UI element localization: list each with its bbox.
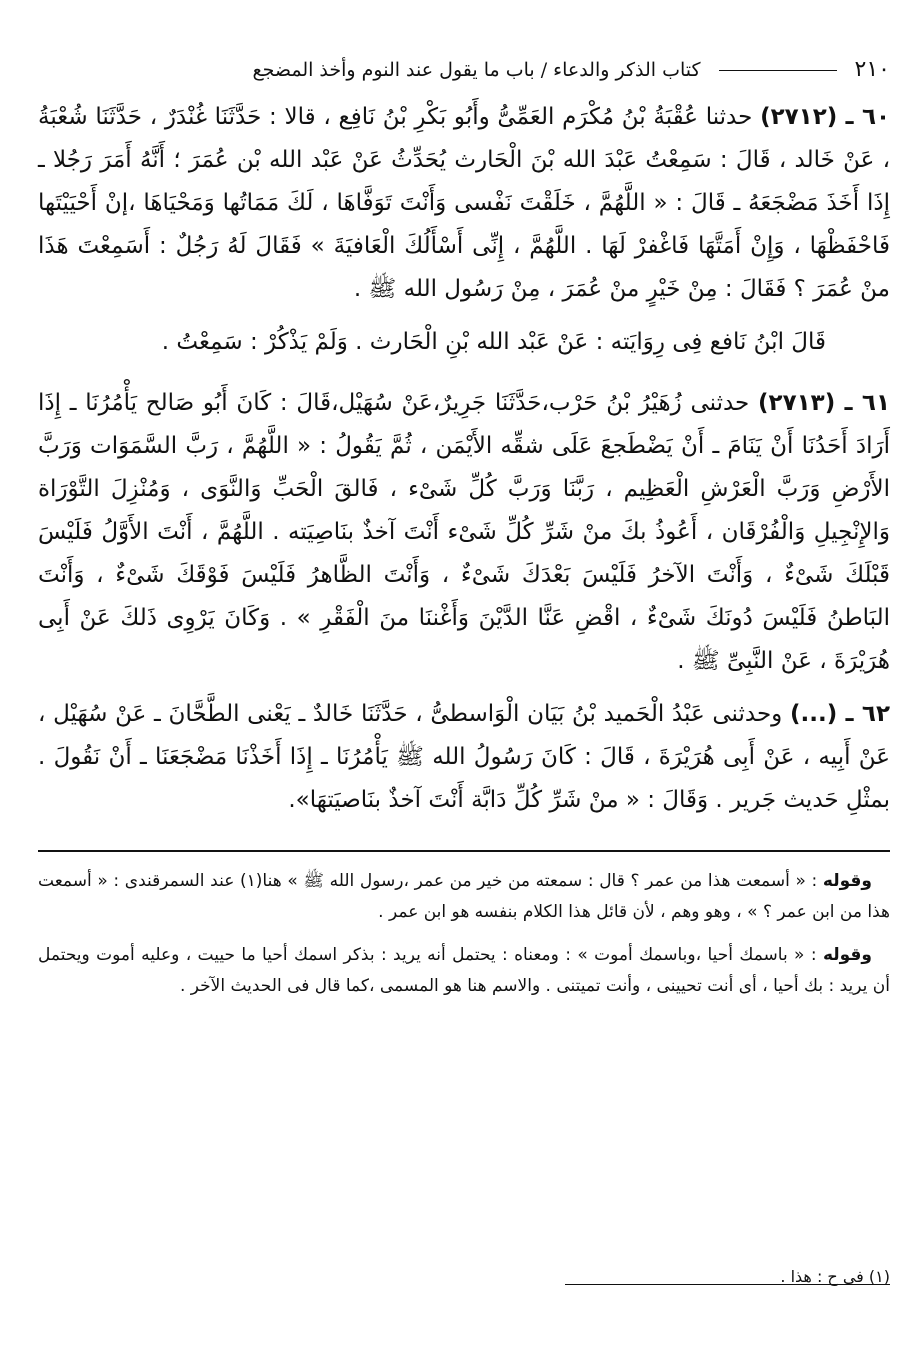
commentary-section xyxy=(38,866,890,1002)
commentary-label: وقوله xyxy=(822,871,872,891)
narrator-note xyxy=(38,321,890,364)
page-header xyxy=(38,52,890,88)
page-number: ٢١٠ xyxy=(854,57,890,82)
hadith-body: حدثنا عُقْبَةُ بْنُ مُكْرَم العَمِّىُّ وأَبُو بَكْرِ بْنُ نَافِع ، قالا : حَدَّثَنَا غُنْدَرٌ ، حَدَّثَنَا شُعْبَةُ ، عَنْ خَالد ، قَالَ : سَمِعْتُ عَبْدَ الله بْنَ الْحَارث يُحَدِّثُ عَنْ عَبْد الله بْن عُمَرَ ؛ أَنَّهُ أَمَرَ رَجُلا ـ إِذَا أَخَذَ مَضْجَعَهُ ـ قَالَ : « اللَّهُمَّ ، خَلَقْتَ نَفْسى وَأَنْتَ تَوَفَّاهَا ، لَكَ مَمَاتُها وَمَحْيَاهَا ،إنْ أَحْيَيْتَها فَاحْفَظْهَا ، وَإِنْ أَمَتَّهَا فَاغْفرْ لَهَا . اللَّهُمَّ ، إِنِّى أَسْأَلُكَ الْعَافيَةَ » فَقَالَ لَهُ رَجُلٌ : أَسَمِعْتَ هَذَا منْ عُمَرَ ؟ فَقَالَ : مِنْ خَيْرٍ منْ عُمَرَ ، مِنْ رَسُول الله ﷺ . xyxy=(38,104,890,302)
hadith-text xyxy=(38,96,890,822)
document-page xyxy=(38,52,890,1332)
narrator-note-text: قَالَ ابْنُ نَافع فِى رِوَايَته : عَنْ عَبْد الله بْنِ الْحَارث . وَلَمْ يَذْكُرْ : سَمِعْتُ . xyxy=(161,329,826,355)
hadith-number: ٦٠ ـ (٢٧١٢) xyxy=(760,104,891,130)
hadith-paragraph xyxy=(38,382,890,683)
running-title: كتاب الذكر والدعاء / باب ما يقول عند النوم وأخذ المضجع xyxy=(252,58,701,81)
commentary-separator xyxy=(38,850,890,852)
hadith-paragraph xyxy=(38,96,890,311)
commentary-text: : « باسمك أحيا ،وباسمك أموت » : ومعناه : يحتمل أنه يريد : بذكر اسمك أحيا ما حييت ، وعليه أموت ويحتمل أن يريد : بك أحيا ، أى أنت تحيينى ، وأنت تميتنى . والاسم هنا هو المسمى ،كما قال فى الحديث الآخر . xyxy=(38,945,890,996)
hadith-number: ٦٢ ـ (...) xyxy=(790,701,890,727)
hadith-paragraph xyxy=(38,693,890,822)
commentary-label: وقوله xyxy=(822,945,872,965)
commentary-text: : « أسمعت هذا من عمر ؟ قال : سمعته من خير من عمر ،رسول الله ﷺ » هنا(١) عند السمرقندى : « أسمعت هذا من ابن عمر ؟ » ، وهو وهم ، لأن قائل هذا الكلام بنفسه هو ابن عمر . xyxy=(38,871,890,922)
hadith-number: ٦١ ـ (٢٧١٣) xyxy=(758,390,890,416)
commentary-item xyxy=(38,866,890,928)
commentary-item xyxy=(38,940,890,1002)
header-rule xyxy=(719,70,837,71)
hadith-body: حدثنى زُهَيْرُ بْنُ حَرْب،حَدَّثَنَا جَرِيرٌ،عَنْ سُهَيْل،قَالَ : كَانَ أَبُو صَالح يَأْمُرُنَا ـ إِذَا أَرَادَ أَحَدُنَا أَنْ يَنَامَ ـ أَنْ يَضْطَجعَ عَلَى شقِّه الأَيْمَن ، ثُمَّ يَقُولُ : « اللَّهُمَّ ، رَبَّ السَّمَوَات وَرَبَّ الأَرْضِ وَرَبَّ الْعَرْشِ الْعَظِيم ، رَبَّنَا وَرَبَّ كُلِّ شَىْء ، فَالقَ الْحَبِّ وَالنَّوَى ، وَمُنْزِلَ التَّوْرَاة وَالإِنْجِيلِ وَالْفُرْقَان ، أَعُوذُ بكَ منْ شَرِّ كُلِّ شَىْء أَنْتَ آخذٌ بنَاصِيَته . اللَّهُمَّ ، أَنْتَ الأَوَّلُ فَلَيْسَ قَبْلَكَ شَىْءٌ ، وَأَنْتَ الآخرُ فَلَيْسَ بَعْدَكَ شَىْءٌ ، وَأَنْتَ الظَّاهرُ فَلَيْسَ فَوْقَكَ شَىْءٌ ، وَأَنْتَ البَاطنُ فَلَيْسَ دُونَكَ شَىْءٌ ، اقْضِ عَنَّا الدَّيْنَ وَأَغْننَا منَ الْفَقْرِ » . وَكَانَ يَرْوِى ذَلكَ عَنْ أَبِى هُرَيْرَةَ ، عَنْ النَّبِىِّ ﷺ . xyxy=(38,390,890,674)
hadith-body: وحدثنى عَبْدُ الْحَميد بْنُ بَيَان الْوَاسطىُّ ، حَدَّثَنَا خَالدٌ ـ يَعْنى الطَّحَّانَ ـ عَنْ سُهَيْل ، عَنْ أَبِيه ، عَنْ أَبِى هُرَيْرَةَ ، قَالَ : كَانَ رَسُولُ الله ﷺ يَأْمُرُنَا ـ إِذَا أَخَذْنَا مَضْجَعَنَا ـ أَنْ نَقُولَ . بمثْلِ حَديث جَرير . وَقَالَ : « منْ شَرِّ كُلِّ دَابَّة أَنْتَ آخذٌ بنَاصيَتهَا». xyxy=(38,701,890,813)
footnote: (١) فى ح : هذا . xyxy=(780,1267,890,1286)
